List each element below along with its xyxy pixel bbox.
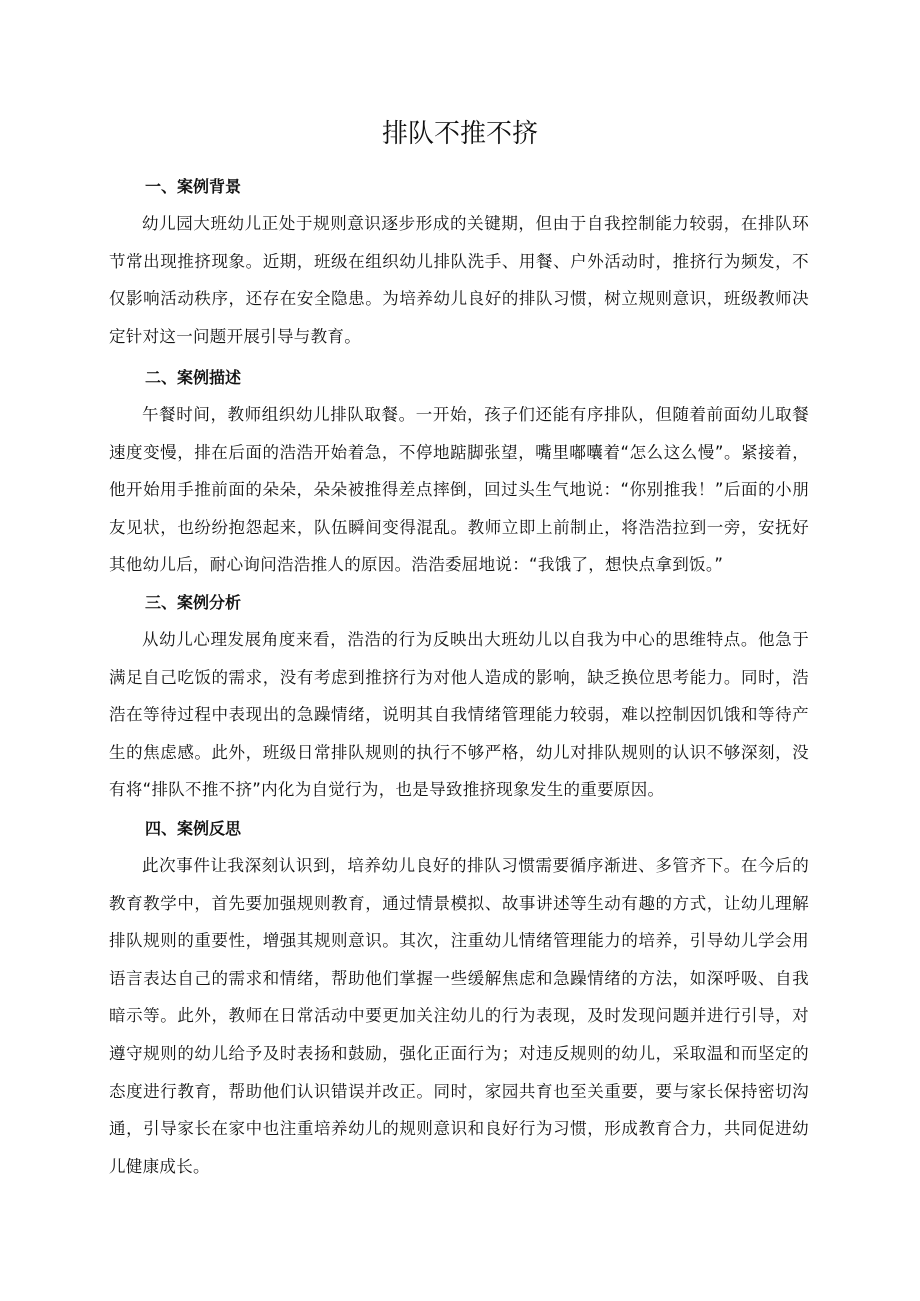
section-paragraph: 此次事件让我深刻认识到，培养幼儿良好的排队习惯需要循序渐进、多管齐下。在今后的教育教学中，首先要加强规则教育，通过情景模拟、故事讲述等生动有趣的方式，让幼儿理解排队规则的重要性，增强其规则意识。其次，注重幼儿情绪管理能力的培养，引导幼儿学会用语言表达自己的需求和情绪，帮助他们掌握一些缓解焦虑和急躁情绪的方法，如深呼吸、自我暗示等。此外，教师在日常活动中要更加关注幼儿的行为表现，及时发现问题并进行引导，对遵守规则的幼儿给予及时表扬和鼓励，强化正面行为；对违反规则的幼儿，采取温和而坚定的态度进行教育，帮助他们认识错误并改正。同时，家园共育也至关重要，要与家长保持密切沟通，引导家长在家中也注重培养幼儿的规则意识和良好行为习惯，形成教育合力，共同促进幼儿健康成长。 — [109, 856, 809, 1176]
section-heading: 一、案例背景 — [145, 177, 242, 196]
section-heading: 四、案例反思 — [145, 819, 242, 838]
section-case-analysis — [109, 591, 809, 809]
section-heading: 三、案例分析 — [145, 593, 242, 612]
document-title: 排队不推不挤 — [381, 119, 538, 149]
section-case-description — [109, 366, 809, 584]
section-paragraph: 从幼儿心理发展角度来看，浩浩的行为反映出大班幼儿以自我为中心的思维特点。他急于满足自己吃饭的需求，没有考虑到推挤行为对他人造成的影响，缺乏换位思考能力。同时，浩浩在等待过程中表现出的急躁情绪，说明其自我情绪管理能力较弱，难以控制因饥饿和等待产生的焦虑感。此外，班级日常排队规则的执行不够严格，幼儿对排队规则的认识不够深刻，没有将“排队不推不挤”内化为自觉行为，也是导致推挤现象发生的重要原因。 — [109, 630, 809, 800]
section-case-background — [109, 175, 809, 355]
section-paragraph: 午餐时间，教师组织幼儿排队取餐。一开始，孩子们还能有序排队，但随着前面幼儿取餐速度变慢，排在后面的浩浩开始着急，不停地踮脚张望，嘴里嘟囔着“怎么这么慢”。紧接着，他开始用手推前面的朵朵，朵朵被推得差点摔倒，回过头生气地说：“你别推我！”后面的小朋友见状，也纷纷抱怨起来，队伍瞬间变得混乱。教师立即上前制止，将浩浩拉到一旁，安抚好其他幼儿后，耐心询问浩浩推人的原因。浩浩委屈地说：“我饿了，想快点拿到饭。” — [109, 405, 809, 575]
section-heading: 二、案例描述 — [145, 368, 242, 387]
section-case-reflection — [109, 817, 809, 1185]
section-paragraph: 幼儿园大班幼儿正处于规则意识逐步形成的关键期，但由于自我控制能力较弱，在排队环节常出现推挤现象。近期，班级在组织幼儿排队洗手、用餐、户外活动时，推挤行为频发，不仅影响活动秩序，还存在安全隐患。为培养幼儿良好的排队习惯，树立规则意识，班级教师决定针对这一问题开展引导与教育。 — [109, 214, 809, 346]
